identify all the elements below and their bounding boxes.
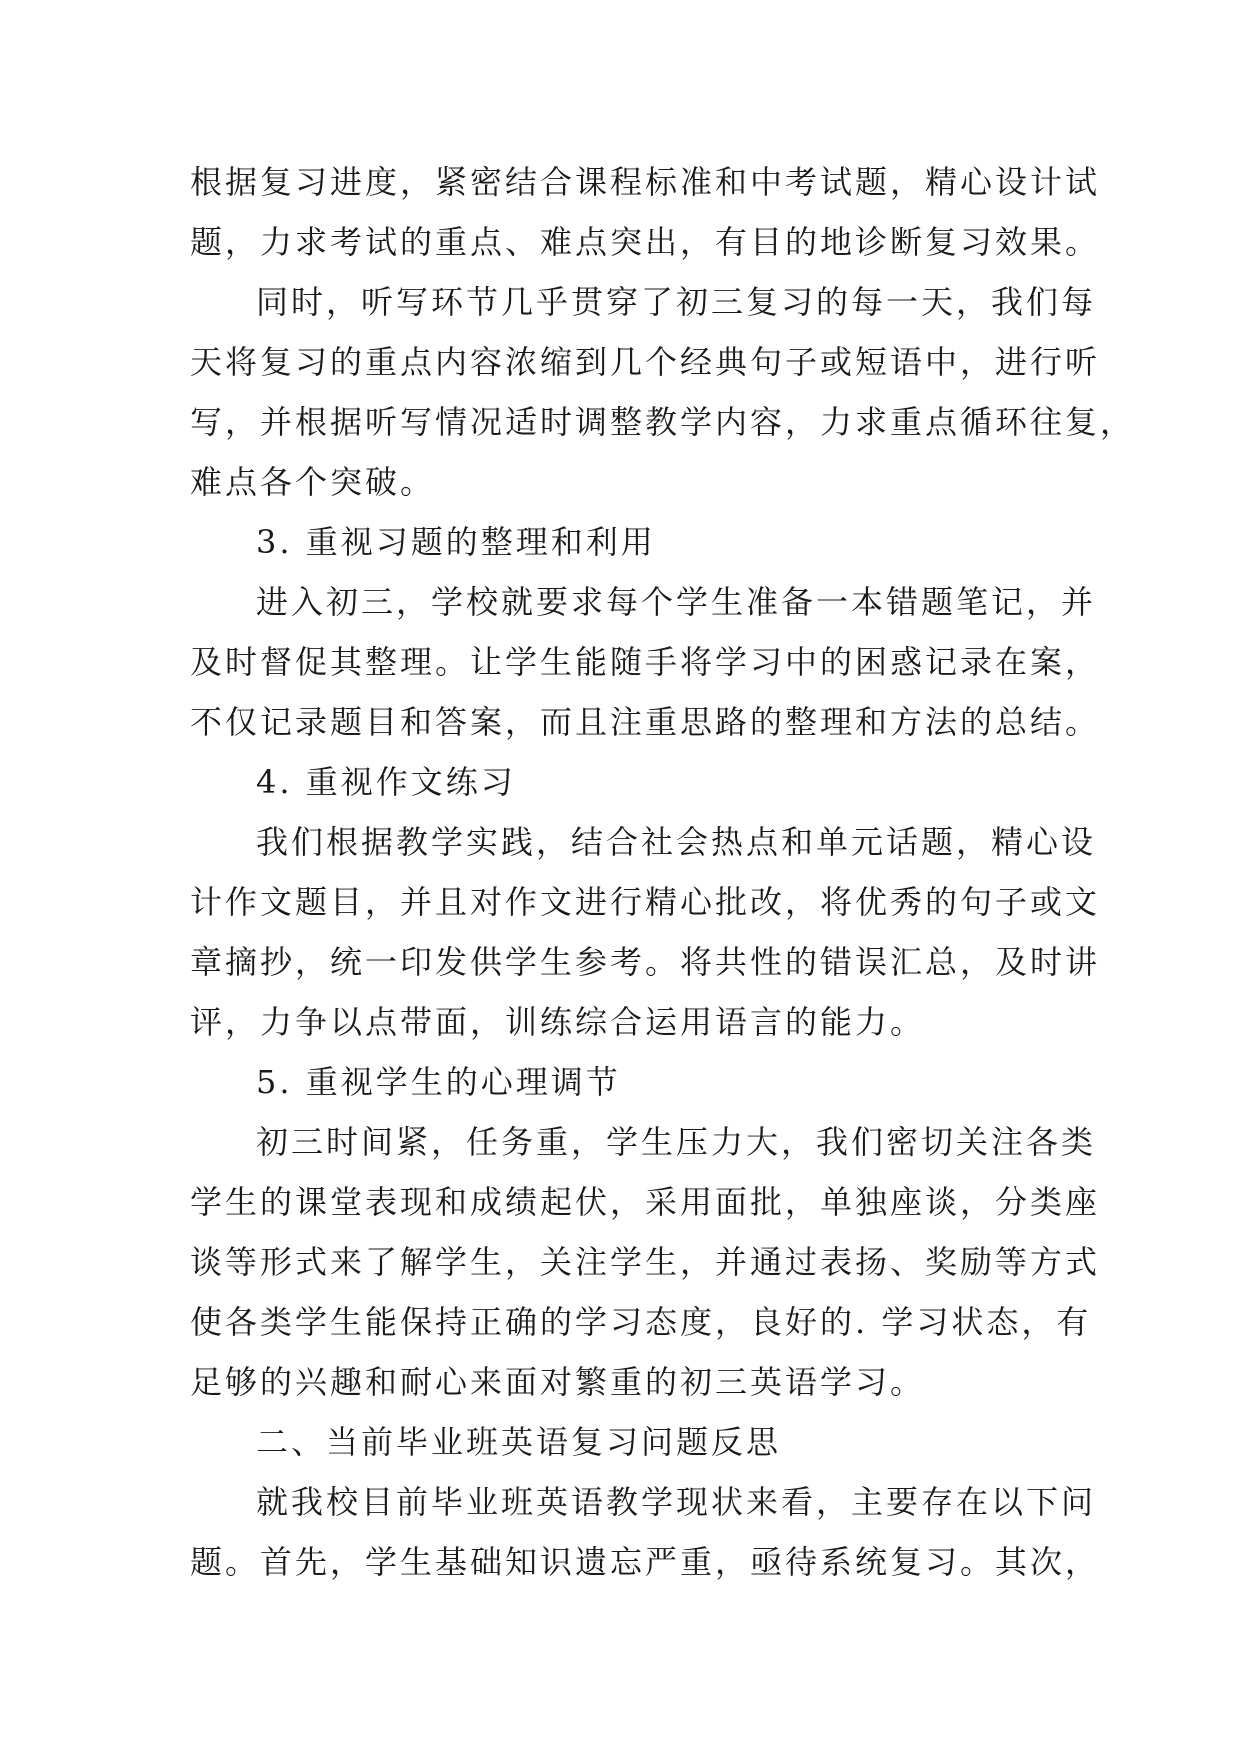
text-line: 4. 重视作文练习 (256, 763, 516, 801)
text-line: 根据复习进度，紧密结合课程标准和中考试题，精心设计试 (190, 163, 1101, 201)
text-line: 就我校目前毕业班英语教学现状来看，主要存在以下问 (256, 1483, 1097, 1521)
text-line: 初三时间紧，任务重，学生压力大，我们密切关注各类 (256, 1123, 1097, 1161)
text-line: 进入初三，学校就要求每个学生准备一本错题笔记，并 (256, 583, 1097, 621)
text-line: 使各类学生能保持正确的学习态度，良好的. 学习状态，有 (190, 1303, 1092, 1341)
text-line: 谈等形式来了解学生，关注学生，并通过表扬、奖励等方式 (190, 1243, 1101, 1281)
text-line: 章摘抄，统一印发供学生参考。将共性的错误汇总，及时讲 (190, 943, 1101, 981)
text-line: 写，并根据听写情况适时调整教学内容，力求重点循环往复， (190, 403, 1136, 441)
text-line: 及时督促其整理。让学生能随手将学习中的困惑记录在案， (190, 643, 1101, 681)
text-line: 不仅记录题目和答案，而且注重思路的整理和方法的总结。 (190, 703, 1101, 741)
text-line: 足够的兴趣和耐心来面对繁重的初三英语学习。 (190, 1363, 926, 1401)
text-line: 难点各个突破。 (190, 463, 436, 501)
text-line: 评，力争以点带面，训练综合运用语言的能力。 (190, 1003, 926, 1041)
text-line: 我们根据教学实践，结合社会热点和单元话题，精心设 (256, 823, 1097, 861)
text-line: 二、当前毕业班英语复习问题反思 (256, 1423, 782, 1461)
text-line: 计作文题目，并且对作文进行精心批改，将优秀的句子或文 (190, 883, 1101, 921)
document-body (190, 152, 1136, 1592)
text-line: 题。首先，学生基础知识遗忘严重，亟待系统复习。其次， (190, 1543, 1101, 1581)
text-line: 3. 重视习题的整理和利用 (256, 523, 656, 561)
text-line: 题，力求考试的重点、难点突出，有目的地诊断复习效果。 (190, 223, 1101, 261)
text-line: 5. 重视学生的心理调节 (256, 1063, 621, 1101)
text-line: 学生的课堂表现和成绩起伏，采用面批，单独座谈，分类座 (190, 1183, 1101, 1221)
text-line: 同时，听写环节几乎贯穿了初三复习的每一天，我们每 (256, 283, 1097, 321)
text-line: 天将复习的重点内容浓缩到几个经典句子或短语中，进行听 (190, 343, 1101, 381)
